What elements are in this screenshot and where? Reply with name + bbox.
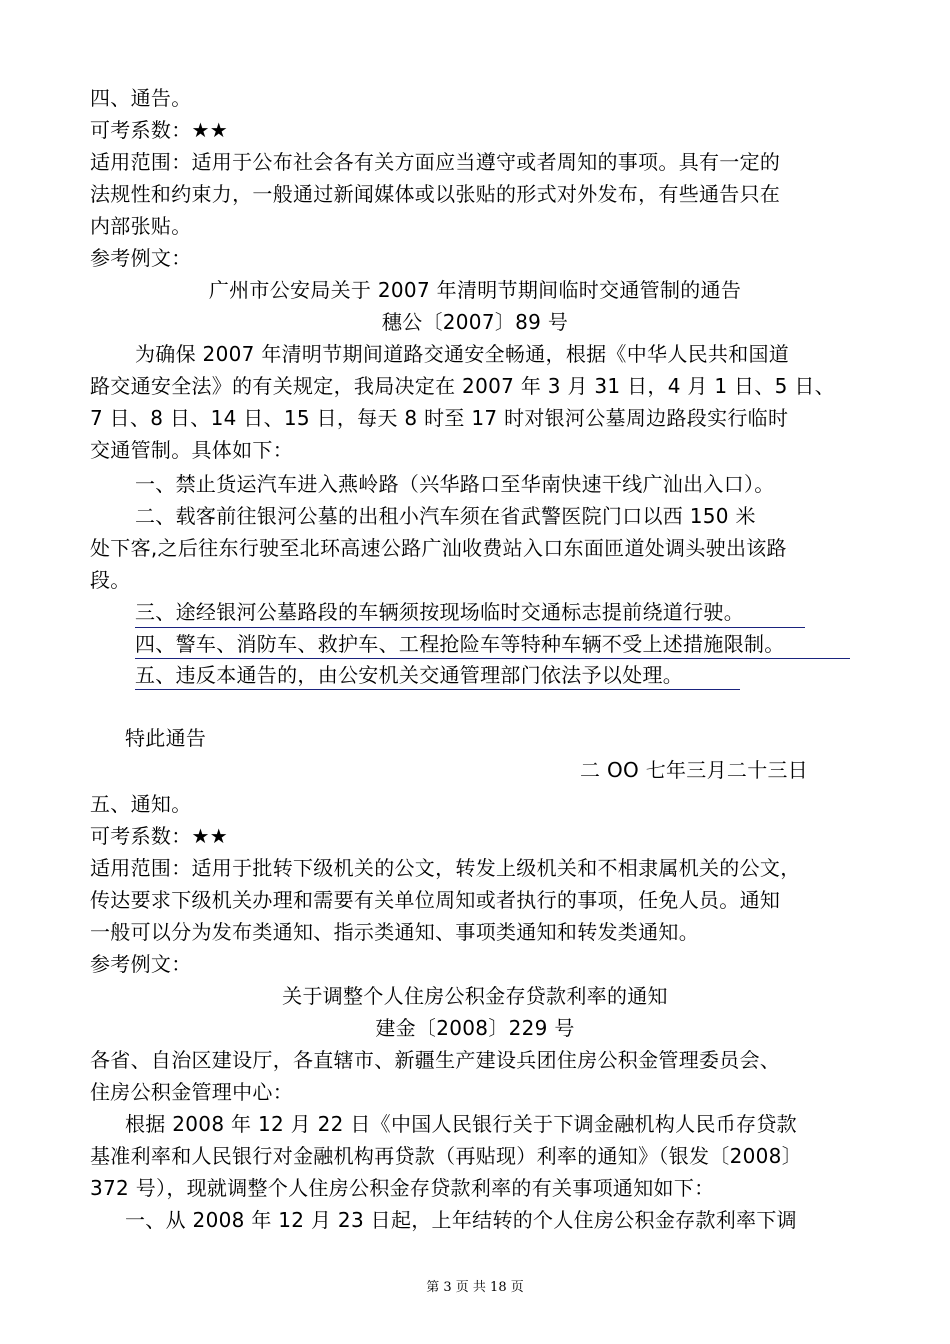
notice-item-5: 五、违反本通告的，由公安机关交通管理部门依法予以处理。 — [135, 663, 684, 687]
body-line: 基准利率和人民银行对金融机构再贷款（再贴现）利率的通知》（银发〔2008〕 — [90, 1144, 802, 1168]
body-line: 372 号），现就调整个人住房公积金存贷款利率的有关事项通知如下： — [90, 1176, 715, 1200]
rating-line: 可考系数：★★ — [90, 118, 228, 142]
scope-line: 适用范围：适用于批转下级机关的公文，转发上级机关和不相隶属机关的公文， — [90, 856, 801, 880]
example-title: 关于调整个人住房公积金存贷款利率的通知 — [282, 984, 668, 1008]
scope-line: 内部张贴。 — [90, 214, 192, 238]
scope-line: 一般可以分为发布类通知、指示类通知、事项类通知和转发类通知。 — [90, 920, 699, 944]
body-line: 路交通安全法》的有关规定，我局决定在 2007 年 3 月 31 日，4 月 1 日、5 日、 — [90, 374, 835, 398]
scope-line: 法规性和约束力，一般通过新闻媒体或以张贴的形式对外发布，有些通告只在 — [90, 182, 781, 206]
page-footer: 第 3 页 共 18 页 — [426, 1280, 524, 1295]
example-label: 参考例文： — [90, 246, 192, 270]
document-date: 二 OO 七年三月二十三日 — [580, 758, 809, 782]
section-heading-notice: 四、通告。 — [90, 86, 192, 110]
underline — [135, 658, 850, 659]
notice-item-4: 四、警车、消防车、救护车、工程抢险车等特种车辆不受上述措施限制。 — [135, 632, 785, 656]
document-number: 穗公〔2007〕89 号 — [381, 310, 569, 334]
recipients-line: 各省、自治区建设厅，各直辖市、新疆生产建设兵团住房公积金管理委员会、 — [90, 1048, 781, 1072]
section-heading-notification: 五、通知。 — [90, 792, 192, 816]
recipients-line: 住房公积金管理中心： — [90, 1080, 293, 1104]
rating-line: 可考系数：★★ — [90, 824, 228, 848]
example-title: 广州市公安局关于 2007 年清明节期间临时交通管制的通告 — [208, 278, 742, 302]
underline — [135, 689, 740, 690]
body-line: 根据 2008 年 12 月 22 日《中国人民银行关于下调金融机构人民币存贷款 — [125, 1112, 797, 1136]
underline — [135, 627, 805, 628]
scope-line: 适用范围：适用于公布社会各有关方面应当遵守或者周知的事项。具有一定的 — [90, 150, 781, 174]
closing-text: 特此通告 — [125, 726, 207, 750]
scope-line: 传达要求下级机关办理和需要有关单位周知或者执行的事项，任免人员。通知 — [90, 888, 781, 912]
notice-item-2-cont: 处下客,之后往东行驶至北环高速公路广汕收费站入口东面匝道处调头驶出该路 — [90, 536, 787, 560]
notice-item-1: 一、禁止货运汽车进入燕岭路（兴华路口至华南快速干线广汕出入口）。 — [135, 472, 775, 496]
body-line: 一、从 2008 年 12 月 23 日起，上年结转的个人住房公积金存款利率下调 — [125, 1208, 797, 1232]
body-line: 交通管制。具体如下： — [90, 438, 293, 462]
body-line: 7 日、8 日、14 日、15 日，每天 8 时至 17 时对银河公墓周边路段实行临时 — [90, 406, 789, 430]
notice-item-3: 三、途经银河公墓路段的车辆须按现场临时交通标志提前绕道行驶。 — [135, 600, 744, 624]
notice-item-2: 二、载客前往银河公墓的出租小汽车须在省武警医院门口以西 150 米 — [135, 504, 756, 528]
document-number: 建金〔2008〕229 号 — [375, 1016, 575, 1040]
example-label: 参考例文： — [90, 952, 192, 976]
notice-item-2-cont: 段。 — [90, 568, 131, 592]
body-line: 为确保 2007 年清明节期间道路交通安全畅通，根据《中华人民共和国道 — [135, 342, 790, 366]
